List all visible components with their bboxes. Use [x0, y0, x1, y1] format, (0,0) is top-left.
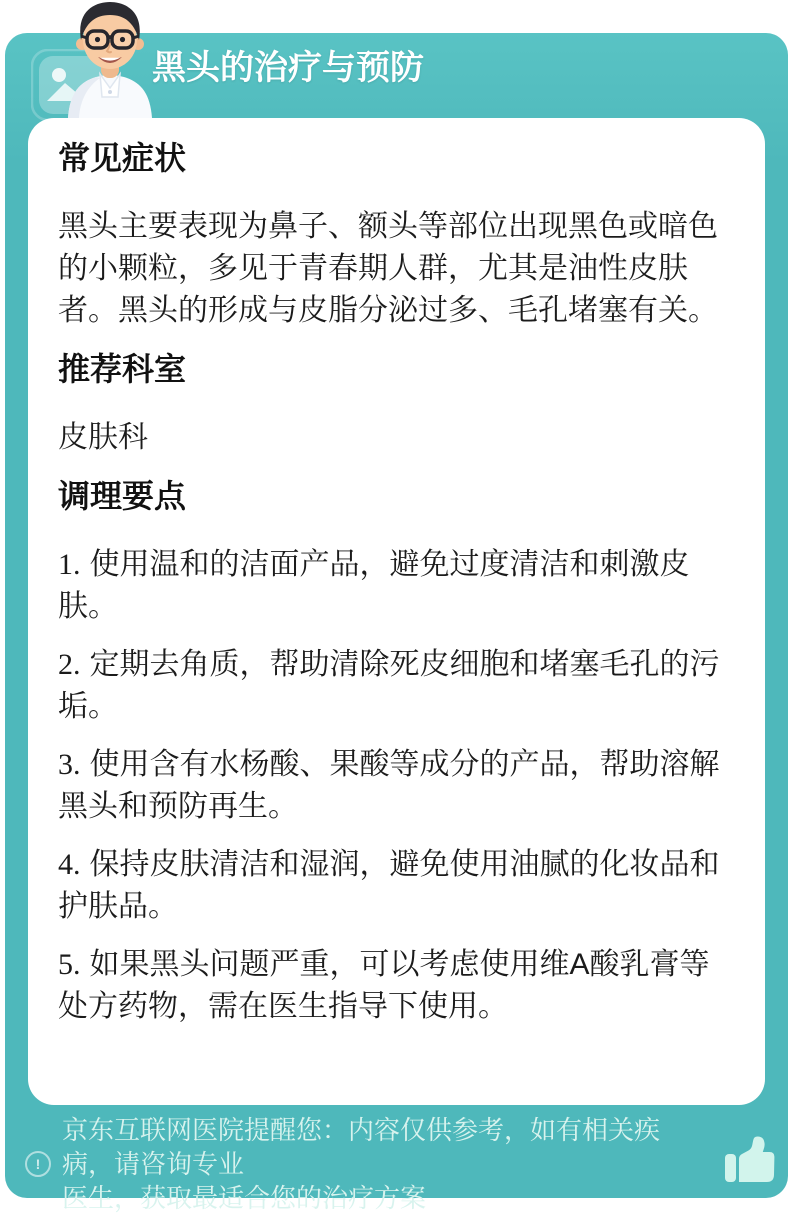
- symptoms-text: 黑头主要表现为鼻子、额头等部位出现黑色或暗色的小颗粒，多见于青春期人群，尤其是油性皮肤者。黑头的形成与皮脂分泌过多、毛孔堵塞有关。: [58, 210, 718, 327]
- tip-text: 使用温和的洁面产品，避免过度清洁和刺激皮肤。: [58, 548, 690, 623]
- tip-text: 保持皮肤清洁和湿润，避免使用油腻的化妆品和护肤品。: [58, 848, 720, 923]
- doctor-avatar: [50, 0, 170, 118]
- disclaimer-line-1: 京东互联网医院提醒您：内容仅供参考，如有相关疾病，请咨询专业: [62, 1115, 661, 1179]
- tip-number: 4.: [58, 848, 81, 881]
- tip-number: 1.: [58, 548, 81, 581]
- tip-item: [58, 544, 739, 628]
- tip-number: 5.: [58, 948, 81, 981]
- alert-icon: !: [25, 1151, 51, 1177]
- tip-text: 使用含有水杨酸、果酸等成分的产品，帮助溶解黑头和预防再生。: [58, 748, 720, 823]
- disclaimer-line-2: 医生，获取最适合您的治疗方案: [62, 1183, 427, 1213]
- tip-item: [58, 744, 739, 828]
- tip-text: 定期去角质，帮助清除死皮细胞和堵塞毛孔的污垢。: [58, 648, 720, 723]
- footer-disclaimer-bar: [25, 1113, 776, 1215]
- page-title: 黑头的治疗与预防: [152, 49, 424, 87]
- disclaimer-text: [62, 1113, 711, 1215]
- tip-item: [58, 844, 739, 928]
- medical-info-panel: [5, 33, 788, 1213]
- section-heading-symptoms: 常见症状: [58, 140, 187, 176]
- tip-item: [58, 644, 739, 728]
- section-heading-department: 推荐科室: [58, 351, 187, 387]
- tip-item: [58, 944, 739, 1028]
- tip-number: 3.: [58, 748, 81, 781]
- department-value: 皮肤科: [58, 421, 148, 454]
- tip-text: 如果黑头问题严重，可以考虑使用维A酸乳膏等处方药物，需在医生指导下使用。: [58, 948, 710, 1023]
- section-heading-tips: 调理要点: [58, 478, 187, 514]
- content-card: [28, 118, 765, 1105]
- tip-number: 2.: [58, 648, 81, 681]
- thumbs-up-icon[interactable]: [722, 1135, 776, 1187]
